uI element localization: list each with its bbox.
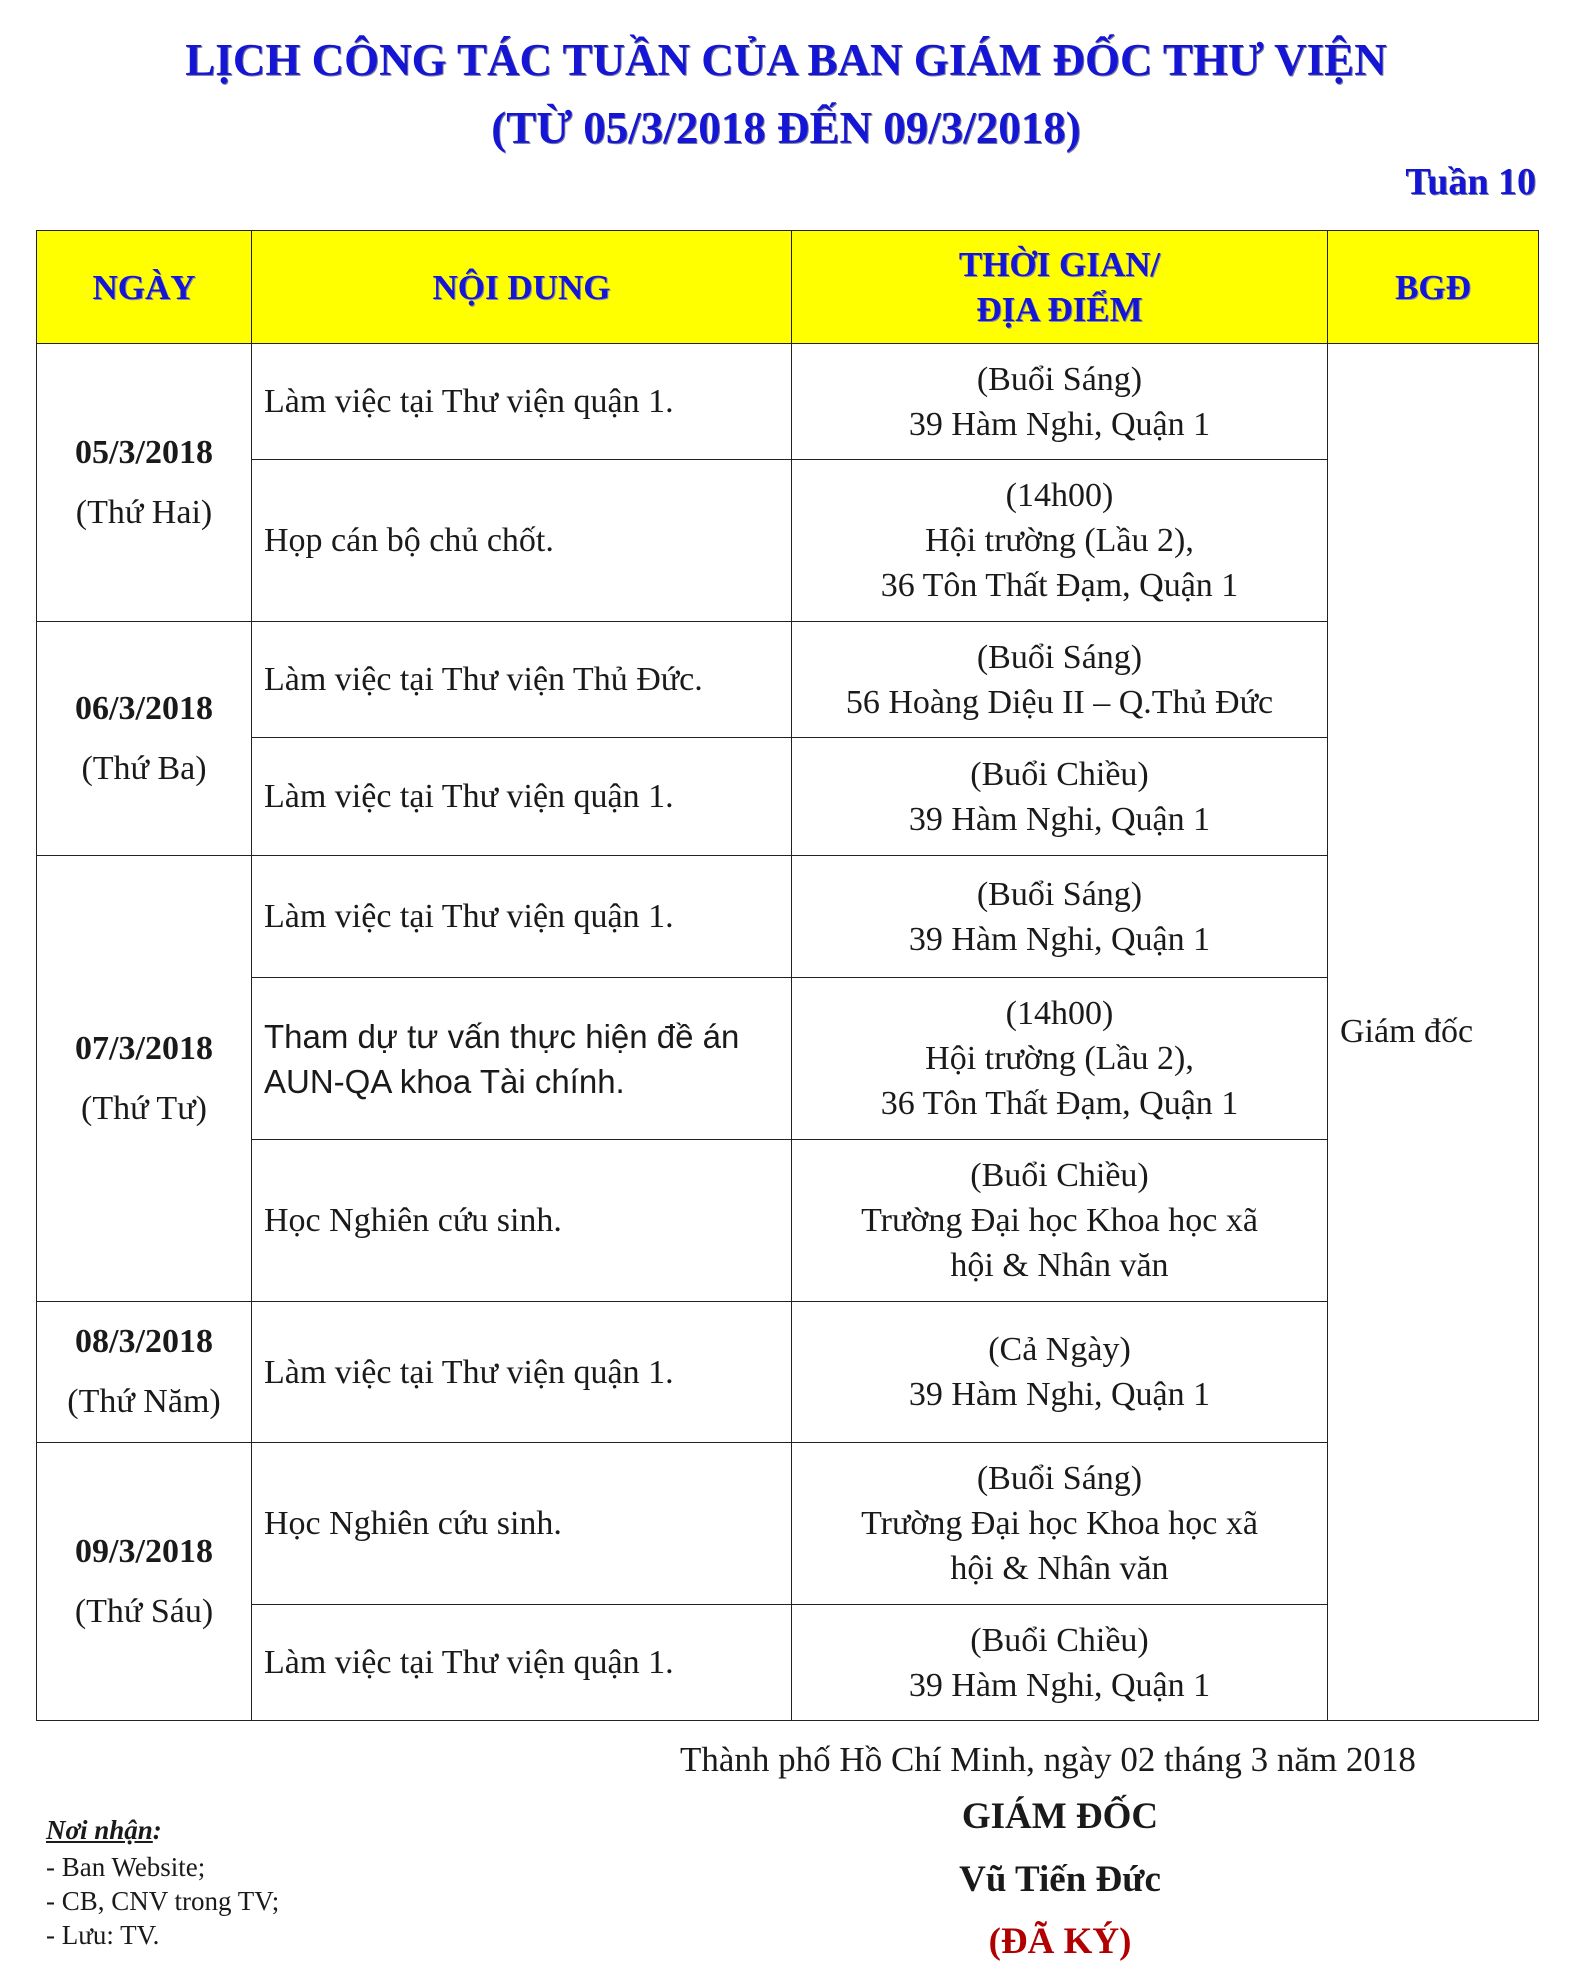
content-cell: Tham dự tư vấn thực hiện đề án AUN-QA khoa Tài chính. — [252, 978, 792, 1140]
recipients-heading-label: Nơi nhận — [46, 1815, 153, 1845]
place-cell — [792, 1302, 1328, 1443]
place-line: hội & Nhân văn — [950, 1550, 1169, 1587]
recipients-heading: Nơi nhận: — [46, 1815, 162, 1845]
content-cell: Họp cán bộ chủ chốt. — [252, 460, 792, 622]
signed-mark: (ĐÃ KÝ) — [988, 1921, 1132, 1962]
day-date: 09/3/2018 — [75, 1532, 213, 1570]
day-date: 07/3/2018 — [75, 1029, 213, 1067]
place-line: Hội trường (Lầu 2), — [925, 1040, 1194, 1077]
content-cell: Học Nghiên cứu sinh. — [252, 1443, 792, 1605]
place-line: 39 Hàm Nghi, Quận 1 — [908, 800, 1211, 838]
content-cell: Làm việc tại Thư viện quận 1. — [252, 856, 792, 978]
bgd-cell: Giám đốc — [1328, 344, 1539, 1721]
day-weekday: (Thứ Tư) — [81, 1089, 207, 1127]
schedule-table — [36, 230, 1539, 1721]
day-weekday: (Thứ Năm) — [67, 1383, 221, 1420]
recipient-item: - CB, CNV trong TV; — [46, 1886, 280, 1916]
recipient-item: - Ban Website; — [46, 1852, 206, 1882]
day-cell — [37, 1302, 252, 1443]
table-row — [37, 1443, 1539, 1605]
content-cell: Làm việc tại Thư viện quận 1. — [252, 1605, 792, 1721]
place-line: 36 Tôn Thất Đạm, Quận 1 — [880, 567, 1239, 604]
table-row — [37, 978, 1539, 1140]
header-row — [37, 231, 1539, 344]
day-weekday: (Thứ Ba) — [81, 749, 207, 787]
table-row — [37, 856, 1539, 978]
place-line: (Buổi Chiều) — [970, 1621, 1149, 1659]
table-row — [37, 738, 1539, 856]
document-title: LỊCH CÔNG TÁC TUẦN CỦA BAN GIÁM ĐỐC THƯ VIỆN — [185, 35, 1387, 85]
day-cell — [37, 1443, 252, 1721]
header-time-place — [792, 231, 1328, 344]
recipient-item: - Lưu: TV. — [46, 1920, 160, 1950]
place-cell — [792, 1140, 1328, 1302]
place-line: 39 Hàm Nghi, Quận 1 — [908, 1666, 1211, 1704]
place-cell — [792, 1605, 1328, 1721]
place-cell — [792, 622, 1328, 738]
place-line: Hội trường (Lầu 2), — [925, 522, 1194, 559]
day-weekday: (Thứ Sáu) — [74, 1592, 214, 1630]
place-cell — [792, 1443, 1328, 1605]
day-weekday: (Thứ Hai) — [75, 493, 213, 531]
place-line: 39 Hàm Nghi, Quận 1 — [908, 1376, 1211, 1413]
place-line: 39 Hàm Nghi, Quận 1 — [908, 920, 1211, 958]
place-line: (Buổi Sáng) — [976, 638, 1143, 676]
week-number: Tuần 10 — [1405, 161, 1536, 203]
content-cell: Làm việc tại Thư viện Thủ Đức. — [252, 622, 792, 738]
content-cell: Làm việc tại Thư viện quận 1. — [252, 344, 792, 460]
day-date: 05/3/2018 — [75, 433, 213, 471]
header-date: NGÀY — [37, 231, 252, 344]
place-line: (Buổi Chiều) — [970, 755, 1149, 793]
place-line: 56 Hoàng Diệu II – Q.Thủ Đức — [845, 683, 1274, 721]
day-cell — [37, 622, 252, 856]
table-row — [37, 1302, 1539, 1443]
header-time-line2: ĐỊA ĐIỂM — [976, 290, 1143, 329]
day-date: 08/3/2018 — [75, 1323, 213, 1360]
content-cell: Làm việc tại Thư viện quận 1. — [252, 738, 792, 856]
place-line: hội & Nhân văn — [950, 1247, 1169, 1284]
place-line: (Buổi Sáng) — [976, 1460, 1143, 1497]
header-time-line1: THỜI GIAN/ — [958, 245, 1161, 284]
place-cell — [792, 460, 1328, 622]
place-line: (Cả Ngày) — [988, 1331, 1131, 1368]
signer-name: Vũ Tiến Đức — [959, 1859, 1161, 1900]
header-bgd: BGĐ — [1328, 231, 1539, 344]
signer-title: GIÁM ĐỐC — [961, 1796, 1159, 1837]
place-cell — [792, 738, 1328, 856]
place-line: (Buổi Chiều) — [970, 1157, 1149, 1194]
content-cell: Học Nghiên cứu sinh. — [252, 1140, 792, 1302]
place-cell — [792, 344, 1328, 460]
place-line: (14h00) — [1005, 995, 1114, 1032]
day-cell — [37, 856, 252, 1302]
content-cell: Làm việc tại Thư viện quận 1. — [252, 1302, 792, 1443]
table-row — [37, 1605, 1539, 1721]
city-date-line: Thành phố Hồ Chí Minh, ngày 02 tháng 3 năm 2018 — [680, 1740, 1416, 1779]
table-row — [37, 460, 1539, 622]
table-row — [37, 622, 1539, 738]
place-line: 36 Tôn Thất Đạm, Quận 1 — [880, 1085, 1239, 1122]
place-line: (Buổi Sáng) — [976, 875, 1143, 913]
place-line: (Buổi Sáng) — [976, 360, 1143, 398]
place-line: Trường Đại học Khoa học xã — [861, 1505, 1258, 1542]
place-line: Trường Đại học Khoa học xã — [861, 1202, 1258, 1239]
document-date-range: (TỪ 05/3/2018 ĐẾN 09/3/2018) — [491, 103, 1081, 153]
table-row — [37, 1140, 1539, 1302]
place-cell — [792, 856, 1328, 978]
header-content: NỘI DUNG — [252, 231, 792, 344]
day-cell — [37, 344, 252, 622]
place-line: (14h00) — [1005, 477, 1114, 514]
table-row — [37, 344, 1539, 460]
place-cell — [792, 978, 1328, 1140]
place-line: 39 Hàm Nghi, Quận 1 — [908, 405, 1211, 443]
day-date: 06/3/2018 — [75, 689, 213, 727]
